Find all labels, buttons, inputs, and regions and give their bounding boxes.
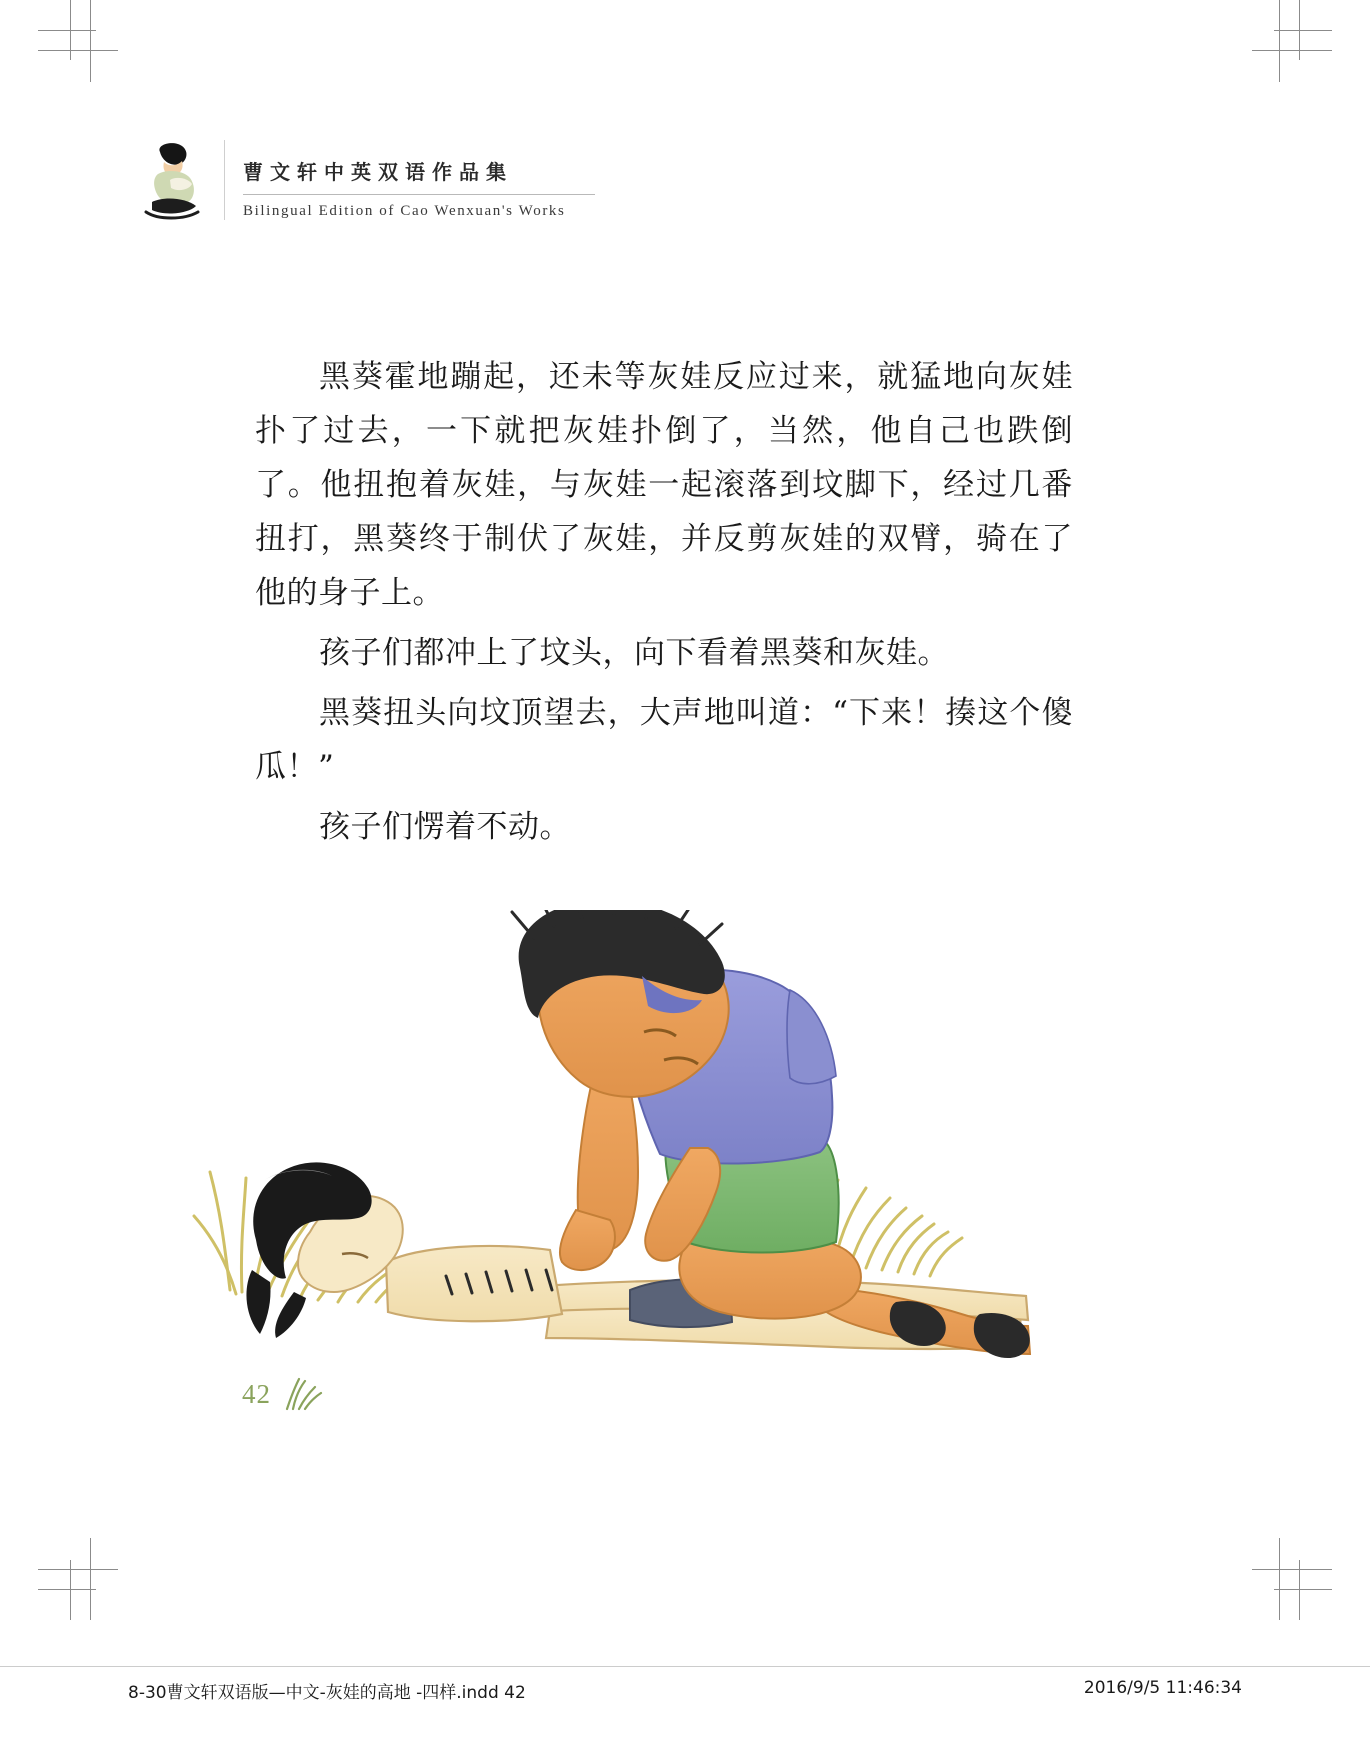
series-title-en: Bilingual Edition of Cao Wenxuan's Works bbox=[243, 203, 566, 219]
paragraph: 黑葵扭头向坟顶望去，大声地叫道：“下来！揍这个傻瓜！” bbox=[255, 695, 1073, 785]
running-head-text bbox=[224, 140, 595, 220]
crop-mark-bottom-right bbox=[1252, 1534, 1332, 1620]
two-boys-wrestling-on-grass-illustration bbox=[190, 910, 1110, 1470]
paragraph: 孩子们都冲上了坟头，向下看着黑葵和灰娃。 bbox=[319, 635, 949, 671]
footer-file-slug: 8-30曹文轩双语版—中文-灰娃的高地 -四样.indd 42 bbox=[128, 1683, 526, 1703]
footer-rule bbox=[0, 1666, 1370, 1667]
crop-mark-bottom-left bbox=[38, 1534, 118, 1620]
page-number: 42 bbox=[242, 1379, 271, 1409]
crop-mark-top-right bbox=[1252, 0, 1332, 86]
folio bbox=[242, 1377, 323, 1410]
paragraph: 孩子们愣着不动。 bbox=[319, 809, 571, 845]
running-head-rule bbox=[243, 194, 595, 195]
body-text bbox=[255, 350, 1073, 860]
footer-slug bbox=[0, 1666, 1370, 1706]
footer-timestamp: 2016/9/5 11:46:34 bbox=[1083, 1678, 1242, 1698]
series-title-cn: 曹文轩中英双语作品集 bbox=[243, 160, 513, 184]
crop-mark-top-left bbox=[38, 0, 118, 86]
boy-reading-logo-icon bbox=[140, 140, 206, 226]
running-head bbox=[140, 140, 595, 226]
paragraph: 黑葵霍地蹦起，还未等灰娃反应过来，就猛地向灰娃扑了过去，一下就把灰娃扑倒了，当然，他自己也跌倒了。他扭抱着灰娃，与灰娃一起滚落到坟脚下，经过几番扭打，黑葵终于制伏了灰娃，并反剪灰娃的双臂，骑在了他的身子上。 bbox=[255, 359, 1073, 611]
leaf-icon bbox=[281, 1377, 323, 1416]
